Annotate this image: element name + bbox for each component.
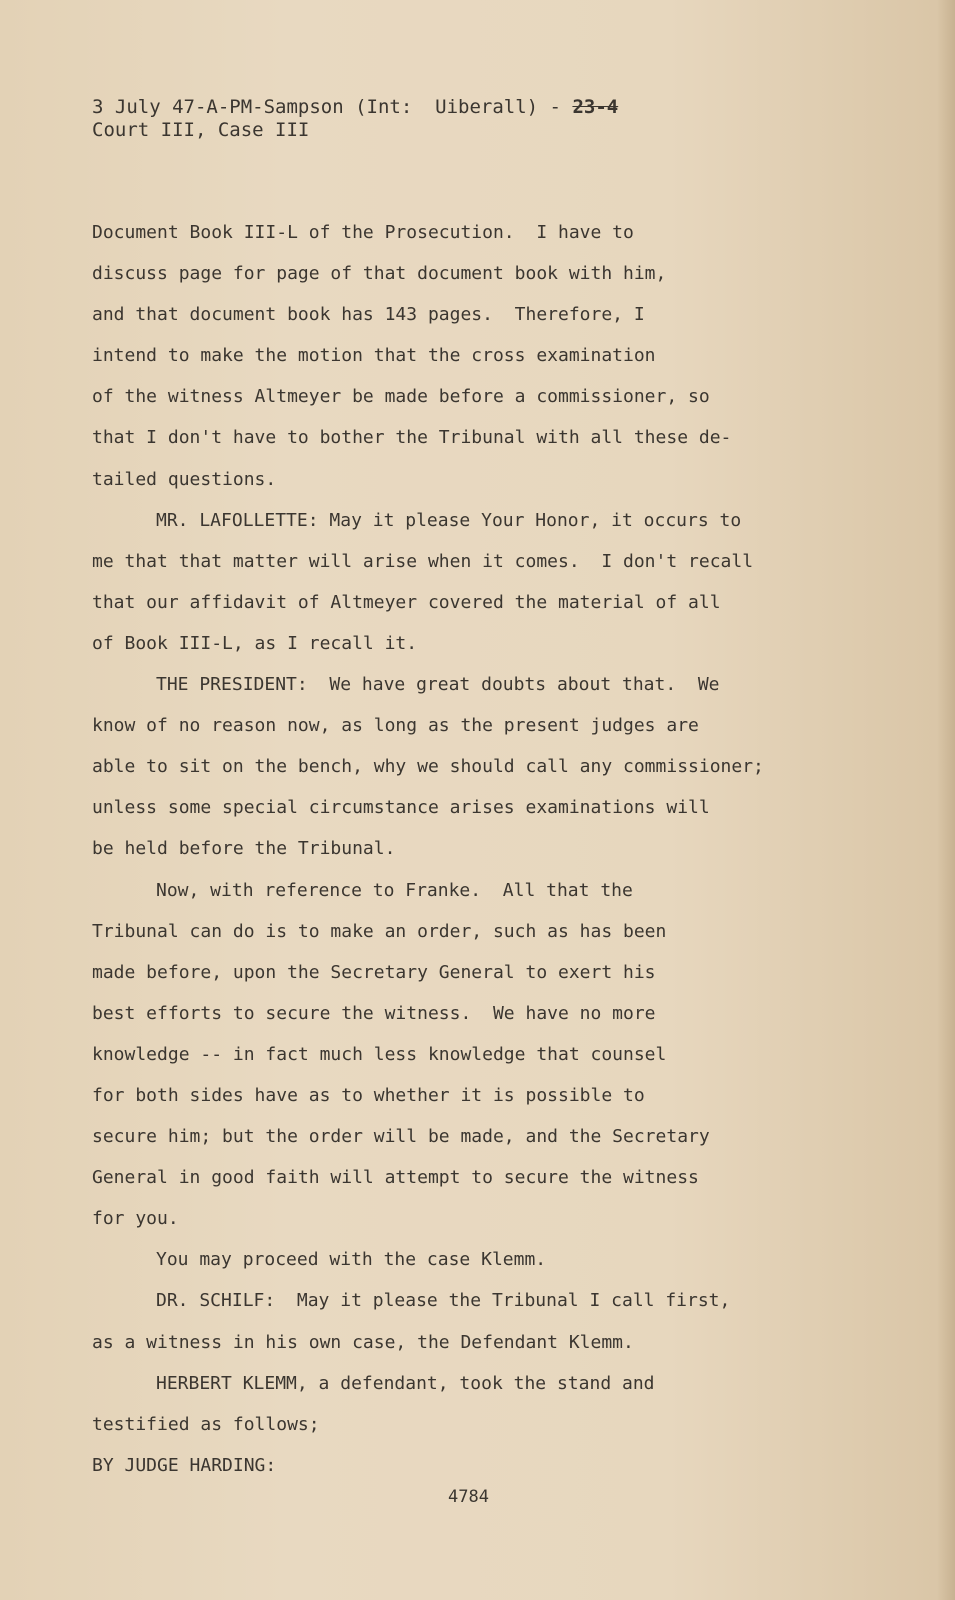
text-line: of Book III-L, as I recall it. (92, 632, 418, 654)
text-line: for both sides have as to whether it is possible to (92, 1084, 645, 1106)
text-line: Tribunal can do is to make an order, such as has been (92, 920, 667, 942)
text-line: me that that matter will arise when it comes. I don't recall (92, 550, 754, 572)
text-line: secure him; but the order will be made, and the Secretary (92, 1126, 710, 1148)
text-line: You may proceed with the case Klemm. (156, 1249, 547, 1271)
text-line: unless some special circumstance arises examinations will (92, 797, 710, 819)
text-line: best efforts to secure the witness. We have no more (92, 1002, 656, 1024)
text-line: that I don't have to bother the Tribunal with all these de- (92, 427, 732, 449)
text-line: able to sit on the bench, why we should call any commissioner; (92, 756, 764, 778)
text-line: testified as follows; (92, 1413, 320, 1435)
text-line: be held before the Tribunal. (92, 838, 396, 860)
header-line-2: Court III, Case III (92, 119, 310, 141)
text-line: DR. SCHILF: May it please the Tribunal I call first, (156, 1290, 731, 1312)
text-line: and that document book has 143 pages. Therefore, I (92, 304, 645, 326)
text-line: General in good faith will attempt to secure the witness (92, 1167, 699, 1189)
text-line: that our affidavit of Altmeyer covered the material of all (92, 591, 721, 613)
text-line: discuss page for page of that document book with him, (92, 263, 667, 285)
page-edge-shadow (937, 0, 955, 1600)
text-line: BY JUDGE HARDING: (92, 1454, 277, 1476)
header-line-1: 3 July 47-A-PM-Sampson (Int: Uiberall) - (92, 96, 573, 118)
text-line: THE PRESIDENT: We have great doubts about that. We (156, 674, 720, 696)
text-line: tailed questions. (92, 468, 277, 490)
transcript-body (92, 212, 892, 1486)
header-page-ref: 23-4 (572, 96, 619, 118)
text-line: intend to make the motion that the cross examination (92, 345, 656, 367)
text-line: as a witness in his own case, the Defendant Klemm. (92, 1331, 634, 1353)
text-line: of the witness Altmeyer be made before a commissioner, so (92, 386, 710, 408)
page-number: 4784 (448, 1487, 489, 1507)
text-line: made before, upon the Secretary General to exert his (92, 961, 656, 983)
text-line: HERBERT KLEMM, a defendant, took the stand and (156, 1372, 655, 1394)
text-line: for you. (92, 1208, 179, 1230)
text-line: MR. LAFOLLETTE: May it please Your Honor, it occurs to (156, 509, 742, 531)
text-line: Now, with reference to Franke. All that the (156, 879, 633, 901)
text-line: know of no reason now, as long as the present judges are (92, 715, 699, 737)
text-line: knowledge -- in fact much less knowledge that counsel (92, 1043, 667, 1065)
text-line: Document Book III-L of the Prosecution. I have to (92, 222, 634, 243)
transcript-header (92, 96, 618, 142)
